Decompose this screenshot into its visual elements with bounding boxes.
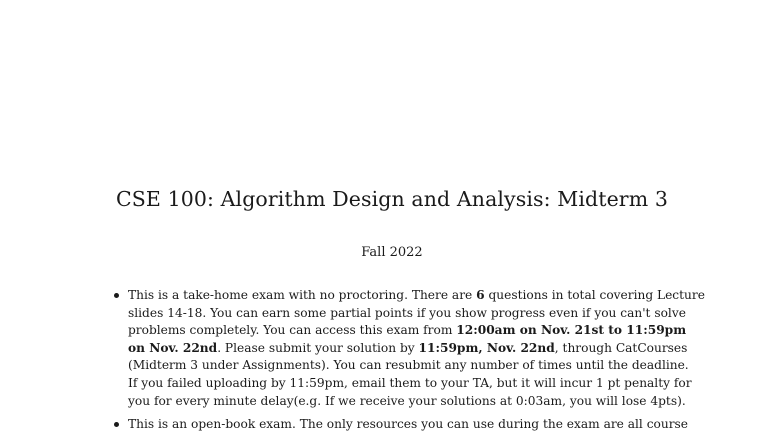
bullet-icon: [114, 293, 119, 298]
instruction-line: [128, 305, 696, 323]
emphasis-text: 12:00am on Nov. 21st to 11:59pm: [456, 323, 687, 338]
instruction-line: [128, 393, 696, 411]
body-text: If you failed uploading by 11:59pm, email them to your TA, but it will incur 1 pt penalty for: [128, 375, 692, 390]
instruction-line: [128, 322, 696, 340]
emphasis-text: on Nov. 22nd: [128, 340, 218, 355]
document-title: CSE 100: Algorithm Design and Analysis: Midterm 3: [115, 187, 668, 211]
body-text: (Midterm 3 under Assignments). You can resubmit any number of times until the deadline.: [128, 358, 689, 373]
body-text: slides 14-18. You can earn some partial points if you show progress even if you can't solve: [128, 305, 686, 320]
emphasis-text: 11:59pm, Nov. 22nd: [418, 340, 555, 355]
instruction-line: [128, 357, 696, 375]
instructions-list: [110, 287, 705, 440]
body-text: This is a take-home exam with no proctoring. There are: [128, 288, 477, 302]
body-text: problems completely. You can access this exam from: [128, 323, 457, 338]
instruction-line: [128, 416, 696, 434]
body-text: you for every minute delay(e.g. If we receive your solutions at 0:03am, you will lose 4pts).: [128, 393, 686, 408]
instruction-line: [128, 340, 696, 358]
body-text: , through CatCourses: [554, 340, 688, 355]
emphasis-text: 6: [476, 288, 485, 302]
body-text: . Please submit your solution by: [217, 340, 419, 355]
document-term: Fall 2022: [361, 245, 423, 260]
bullet-icon: [114, 422, 119, 427]
body-text: questions in total covering Lecture: [484, 288, 705, 302]
instruction-line: [128, 375, 696, 393]
instruction-line: [128, 287, 705, 305]
instruction-item: [110, 416, 696, 434]
instruction-item: [110, 287, 705, 410]
body-text: This is an open-book exam. The only resources you can use during the exam are all course: [128, 417, 689, 432]
